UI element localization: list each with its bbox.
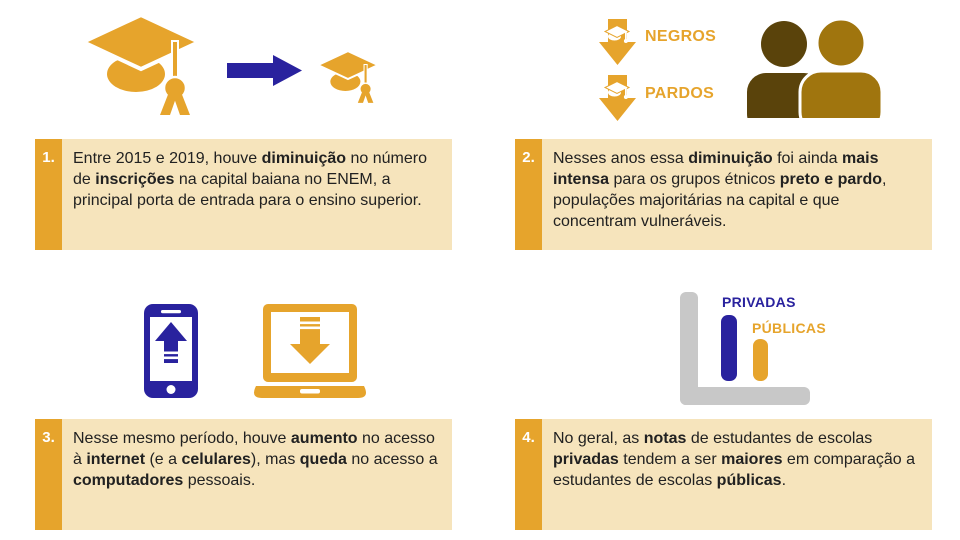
card-text: Nesse mesmo período, houve aumento no acesso à internet (e a celulares), mas queda no acesso a computadores pessoais. xyxy=(73,430,438,489)
small-graduation-cap-icon xyxy=(317,50,381,106)
card-number: 3. xyxy=(35,419,62,530)
card-number: 1. xyxy=(35,139,62,250)
down-arrow-graduation-icon xyxy=(599,19,636,65)
card-number: 4. xyxy=(515,419,542,530)
smartphone-up-arrow-icon xyxy=(144,304,198,398)
fact-card-4 xyxy=(515,419,932,530)
fact-card-3 xyxy=(35,419,452,530)
pardos-label: PARDOS xyxy=(645,85,715,102)
right-arrow-icon xyxy=(227,55,302,86)
chart-x-axis xyxy=(680,387,810,405)
privadas-label: PRIVADAS xyxy=(722,294,796,310)
publicas-label: PÚBLICAS xyxy=(752,320,826,336)
privadas-bar xyxy=(721,315,737,381)
down-arrow-graduation-icon xyxy=(599,75,636,121)
large-graduation-cap-icon xyxy=(82,13,204,121)
card-number: 2. xyxy=(515,139,542,250)
card-text: Entre 2015 e 2019, houve diminuição no número de inscrições na capital baiana no ENEM, a principal porta de entrada para o ensino superior. xyxy=(73,150,427,209)
two-people-icon xyxy=(744,18,884,118)
card-text: No geral, as notas de estudantes de escolas privadas tendem a ser maiores em comparação a estudantes de escolas públicas. xyxy=(553,430,915,489)
fact-card-1 xyxy=(35,139,452,250)
fact-card-2 xyxy=(515,139,932,250)
card-text: Nesses anos essa diminuição foi ainda mais intensa para os grupos étnicos preto e pardo, populações majoritárias na capital e que concentram vulneráveis. xyxy=(553,150,887,230)
laptop-down-arrow-icon xyxy=(250,304,370,398)
publicas-bar xyxy=(753,339,768,381)
negros-label: NEGROS xyxy=(645,28,717,45)
